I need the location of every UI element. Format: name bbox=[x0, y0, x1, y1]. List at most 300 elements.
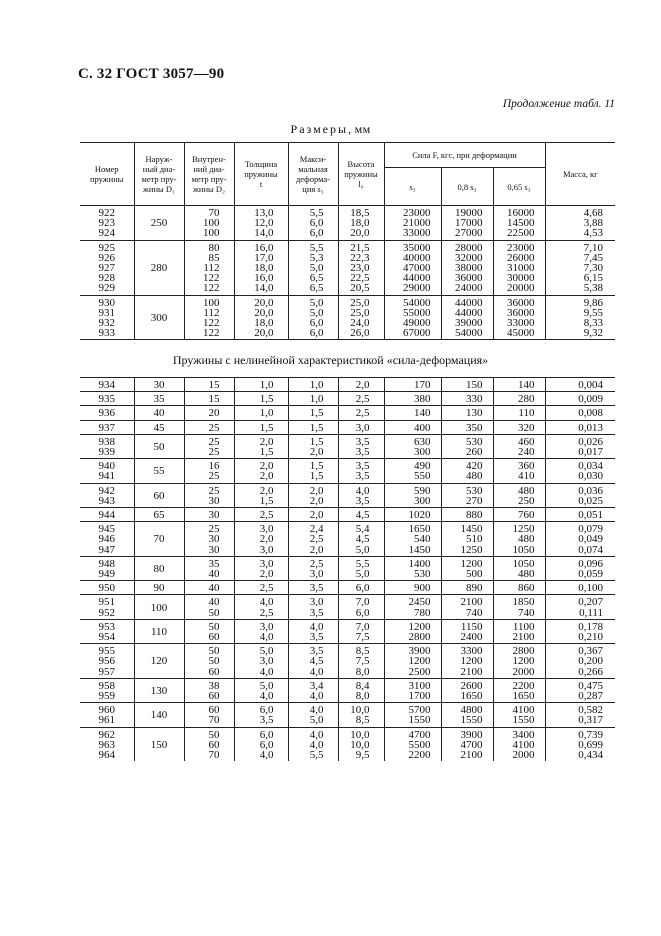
cell-mass bbox=[545, 727, 615, 761]
cell-value: 4,5 bbox=[309, 655, 324, 668]
cell-value: 0,100 bbox=[578, 582, 603, 595]
cell-outer-diameter: 30 bbox=[134, 378, 184, 392]
cell-outer-diameter: 280 bbox=[134, 240, 184, 295]
cell-value: 270 bbox=[466, 494, 483, 507]
cell-value: 939 bbox=[98, 446, 115, 459]
cell-value: 20000 bbox=[507, 282, 535, 295]
cell-outer-diameter: 55 bbox=[134, 459, 184, 483]
cell-mass bbox=[545, 595, 615, 619]
cell-value: 1,5 bbox=[259, 421, 274, 434]
cell-value: 0,739 bbox=[578, 728, 603, 741]
cell-value: 2600 bbox=[460, 679, 483, 692]
cell-force-s3 bbox=[384, 459, 441, 483]
cell-value: 1450 bbox=[408, 543, 431, 556]
cell-value: 2,5 bbox=[355, 407, 370, 420]
cell-outer-diameter: 250 bbox=[134, 206, 184, 241]
cell-value: 23000 bbox=[507, 241, 535, 254]
cell-value: 530 bbox=[466, 484, 483, 497]
cell-mass bbox=[545, 459, 615, 483]
cell-value: 8,4 bbox=[355, 679, 370, 692]
cell-force-s3 bbox=[384, 434, 441, 458]
cell-value: 951 bbox=[98, 596, 115, 609]
cell-value: 2,0 bbox=[309, 484, 324, 497]
cell-force-08s3 bbox=[441, 678, 493, 702]
col-force-065s3: 0,65 s₃ bbox=[493, 168, 545, 206]
cell-value: 40 bbox=[208, 582, 220, 595]
cell-force-065s3 bbox=[493, 581, 545, 595]
cell-force-08s3 bbox=[441, 595, 493, 619]
cell-mass bbox=[545, 295, 615, 339]
cell-value: 1200 bbox=[408, 655, 431, 668]
cell-value: 0,434 bbox=[578, 749, 603, 762]
cell-value: 55000 bbox=[403, 306, 431, 319]
cell-max-deformation bbox=[288, 459, 338, 483]
cell-outer-diameter: 45 bbox=[134, 420, 184, 434]
cell-value: 30 bbox=[208, 543, 220, 556]
cell-value: 240 bbox=[518, 446, 535, 459]
cell-value: 1150 bbox=[460, 620, 483, 633]
cell-thickness bbox=[234, 556, 288, 580]
cell-value: 29000 bbox=[403, 282, 431, 295]
cell-value: 60 bbox=[208, 704, 220, 717]
cell-value: 1550 bbox=[460, 714, 483, 727]
cell-value: 4,68 bbox=[583, 207, 604, 219]
cell-value: 1550 bbox=[408, 714, 431, 727]
cell-value: 4,0 bbox=[259, 631, 274, 644]
cell-value: 17000 bbox=[455, 217, 483, 230]
cell-number bbox=[80, 206, 134, 241]
cell-number bbox=[80, 378, 134, 392]
cell-thickness bbox=[234, 295, 288, 339]
cell-number bbox=[80, 240, 134, 295]
cell-value: 4,0 bbox=[309, 620, 324, 633]
cell-value: 0,317 bbox=[578, 714, 603, 727]
cell-value: 7,10 bbox=[583, 241, 604, 254]
cell-number bbox=[80, 295, 134, 339]
cell-value: 18,0 bbox=[254, 262, 274, 275]
cell-value: 10,0 bbox=[350, 728, 370, 741]
col-force-s3: s₃ bbox=[384, 168, 441, 206]
cell-max-deformation bbox=[288, 581, 338, 595]
cell-value: 23000 bbox=[403, 207, 431, 219]
cell-force-065s3 bbox=[493, 420, 545, 434]
cell-value: 36000 bbox=[507, 306, 535, 319]
cell-value: 150 bbox=[466, 379, 483, 391]
table-row bbox=[80, 556, 615, 580]
cell-value: 2,5 bbox=[259, 582, 274, 595]
cell-force-s3 bbox=[384, 392, 441, 406]
springs-table-main bbox=[80, 142, 615, 339]
cell-value: 760 bbox=[518, 509, 535, 522]
cell-max-deformation bbox=[288, 295, 338, 339]
cell-value: 2,0 bbox=[259, 484, 274, 497]
cell-value: 25 bbox=[208, 470, 220, 483]
cell-value: 300 bbox=[414, 494, 431, 507]
cell-value: 0,367 bbox=[578, 645, 603, 658]
cell-value: 4700 bbox=[460, 738, 483, 751]
cell-value: 110 bbox=[518, 407, 535, 420]
cell-force-065s3 bbox=[493, 240, 545, 295]
cell-value: 3,5 bbox=[259, 714, 274, 727]
cell-value: 3,0 bbox=[309, 568, 324, 581]
cell-force-s3 bbox=[384, 240, 441, 295]
cell-thickness bbox=[234, 678, 288, 702]
cell-force-08s3 bbox=[441, 581, 493, 595]
cell-value: 3,4 bbox=[309, 679, 324, 692]
cell-value: 122 bbox=[203, 282, 220, 295]
header-row-1 bbox=[80, 143, 615, 168]
table-row bbox=[80, 522, 615, 557]
table-row bbox=[80, 703, 615, 727]
cell-value: 3,5 bbox=[309, 606, 324, 619]
cell-mass bbox=[545, 522, 615, 557]
cell-outer-diameter: 40 bbox=[134, 406, 184, 420]
cell-force-065s3 bbox=[493, 556, 545, 580]
cell-value: 70 bbox=[208, 714, 220, 727]
cell-value: 0,207 bbox=[578, 596, 603, 609]
cell-value: 30000 bbox=[507, 272, 535, 285]
cell-force-s3 bbox=[384, 420, 441, 434]
cell-value: 2800 bbox=[408, 631, 431, 644]
cell-value: 3900 bbox=[408, 645, 431, 658]
cell-height bbox=[338, 295, 384, 339]
cell-force-08s3 bbox=[441, 420, 493, 434]
cell-value: 530 bbox=[466, 435, 483, 448]
cell-number bbox=[80, 459, 134, 483]
cell-value: 6,0 bbox=[259, 704, 274, 717]
table-row bbox=[80, 581, 615, 595]
cell-value: 54000 bbox=[403, 296, 431, 309]
cell-value: 0,210 bbox=[578, 631, 603, 644]
cell-value: 5,4 bbox=[355, 523, 370, 536]
springs-table-nonlinear bbox=[80, 377, 615, 761]
cell-max-deformation bbox=[288, 392, 338, 406]
cell-value: 926 bbox=[98, 251, 115, 264]
cell-thickness bbox=[234, 508, 288, 522]
cell-value: 937 bbox=[98, 421, 115, 434]
cell-value: 2000 bbox=[512, 749, 535, 762]
cell-value: 0,036 bbox=[578, 484, 603, 497]
cell-height bbox=[338, 392, 384, 406]
cell-force-065s3 bbox=[493, 595, 545, 619]
cell-value: 40 bbox=[208, 568, 220, 581]
cell-value: 9,55 bbox=[583, 306, 604, 319]
cell-value: 953 bbox=[98, 620, 115, 633]
cell-value: 1,0 bbox=[309, 393, 324, 406]
cell-value: 20,0 bbox=[254, 306, 274, 319]
cell-value: 929 bbox=[98, 282, 115, 295]
cell-value: 50 bbox=[208, 728, 220, 741]
cell-max-deformation bbox=[288, 434, 338, 458]
cell-value: 963 bbox=[98, 738, 115, 751]
cell-value: 964 bbox=[98, 749, 115, 762]
cell-number bbox=[80, 434, 134, 458]
cell-outer-diameter: 150 bbox=[134, 727, 184, 761]
cell-value: 2000 bbox=[512, 665, 535, 678]
cell-value: 900 bbox=[414, 582, 431, 595]
cell-value: 7,30 bbox=[583, 262, 604, 275]
cell-force-065s3 bbox=[493, 483, 545, 507]
cell-number bbox=[80, 678, 134, 702]
cell-value: 4,0 bbox=[259, 749, 274, 762]
cell-max-deformation bbox=[288, 522, 338, 557]
cell-outer-diameter: 60 bbox=[134, 483, 184, 507]
cell-outer-diameter: 80 bbox=[134, 556, 184, 580]
cell-value: 1550 bbox=[512, 714, 535, 727]
cell-value: 0,049 bbox=[578, 533, 603, 546]
cell-value: 480 bbox=[466, 470, 483, 483]
cell-value: 1,0 bbox=[309, 379, 324, 391]
cell-thickness bbox=[234, 434, 288, 458]
cell-value: 4,0 bbox=[309, 704, 324, 717]
cell-height bbox=[338, 508, 384, 522]
cell-height bbox=[338, 434, 384, 458]
cell-value: 3,5 bbox=[355, 494, 370, 507]
cell-value: 70 bbox=[208, 749, 220, 762]
cell-thickness bbox=[234, 483, 288, 507]
cell-value: 740 bbox=[466, 606, 483, 619]
cell-value: 510 bbox=[466, 533, 483, 546]
col-force-group: Сила F, кгс, при деформации bbox=[384, 143, 545, 168]
cell-value: 941 bbox=[98, 470, 115, 483]
cell-value: 10,0 bbox=[350, 738, 370, 751]
cell-value: 6,0 bbox=[355, 582, 370, 595]
cell-height bbox=[338, 406, 384, 420]
cell-value: 50 bbox=[208, 655, 220, 668]
cell-value: 260 bbox=[466, 446, 483, 459]
cell-value: 8,0 bbox=[355, 665, 370, 678]
cell-mass bbox=[545, 508, 615, 522]
cell-value: 0,034 bbox=[578, 460, 603, 473]
cell-height bbox=[338, 703, 384, 727]
cell-value: 24000 bbox=[455, 282, 483, 295]
cell-value: 1,5 bbox=[259, 393, 274, 406]
cell-thickness bbox=[234, 406, 288, 420]
cell-value: 2100 bbox=[460, 596, 483, 609]
cell-inner-diameter bbox=[184, 522, 234, 557]
cell-value: 948 bbox=[98, 557, 115, 570]
cell-height bbox=[338, 240, 384, 295]
cell-value: 44000 bbox=[455, 296, 483, 309]
cell-max-deformation bbox=[288, 556, 338, 580]
cell-force-08s3 bbox=[441, 392, 493, 406]
cell-value: 2,4 bbox=[309, 523, 324, 536]
cell-value: 35 bbox=[208, 557, 220, 570]
cell-value: 9,86 bbox=[583, 296, 604, 309]
cell-value: 954 bbox=[98, 631, 115, 644]
cell-value: 922 bbox=[98, 207, 115, 219]
cell-force-08s3 bbox=[441, 459, 493, 483]
cell-value: 860 bbox=[518, 582, 535, 595]
cell-force-08s3 bbox=[441, 434, 493, 458]
cell-value: 25 bbox=[208, 435, 220, 448]
cell-number bbox=[80, 581, 134, 595]
cell-value: 931 bbox=[98, 306, 115, 319]
cell-value: 330 bbox=[466, 393, 483, 406]
cell-value: 0,079 bbox=[578, 523, 603, 536]
cell-value: 13,0 bbox=[254, 207, 274, 219]
cell-max-deformation bbox=[288, 240, 338, 295]
cell-value: 2,0 bbox=[259, 533, 274, 546]
cell-force-065s3 bbox=[493, 522, 545, 557]
cell-value: 0,030 bbox=[578, 470, 603, 483]
cell-value: 936 bbox=[98, 407, 115, 420]
cell-value: 944 bbox=[98, 509, 115, 522]
table-main-bottom-rule bbox=[80, 339, 615, 340]
cell-value: 38 bbox=[208, 679, 220, 692]
cell-value: 540 bbox=[414, 533, 431, 546]
cell-height bbox=[338, 459, 384, 483]
cell-force-08s3 bbox=[441, 644, 493, 679]
cell-value: 15 bbox=[208, 379, 220, 391]
cell-value: 14,0 bbox=[254, 282, 274, 295]
cell-value: 60 bbox=[208, 665, 220, 678]
cell-value: 1,5 bbox=[309, 435, 324, 448]
cell-value: 2400 bbox=[460, 631, 483, 644]
cell-value: 32000 bbox=[455, 251, 483, 264]
cell-value: 3,0 bbox=[259, 557, 274, 570]
cell-value: 30 bbox=[208, 533, 220, 546]
cell-value: 5,0 bbox=[309, 714, 324, 727]
cell-value: 943 bbox=[98, 494, 115, 507]
cell-value: 140 bbox=[414, 407, 431, 420]
cell-value: 0,475 bbox=[578, 679, 603, 692]
table-row bbox=[80, 206, 615, 241]
cell-outer-diameter: 120 bbox=[134, 644, 184, 679]
cell-value: 0,178 bbox=[578, 620, 603, 633]
cell-value: 2200 bbox=[408, 749, 431, 762]
cell-number bbox=[80, 644, 134, 679]
cell-max-deformation bbox=[288, 678, 338, 702]
cell-height bbox=[338, 595, 384, 619]
col-thickness: Толщина пружины t bbox=[234, 143, 288, 206]
cell-force-065s3 bbox=[493, 508, 545, 522]
cell-value: 38000 bbox=[455, 262, 483, 275]
cell-value: 1450 bbox=[460, 523, 483, 536]
cell-mass bbox=[545, 420, 615, 434]
cell-thickness bbox=[234, 206, 288, 241]
cell-value: 480 bbox=[518, 484, 535, 497]
cell-height bbox=[338, 483, 384, 507]
cell-value: 5,5 bbox=[309, 749, 324, 762]
col-height: Высота пружины l₀ bbox=[338, 143, 384, 206]
cell-value: 1,5 bbox=[309, 470, 324, 483]
cell-value: 2100 bbox=[512, 631, 535, 644]
cell-thickness bbox=[234, 522, 288, 557]
cell-value: 5,0 bbox=[259, 679, 274, 692]
cell-height bbox=[338, 556, 384, 580]
cell-value: 20,0 bbox=[254, 296, 274, 309]
table-row bbox=[80, 240, 615, 295]
cell-value: 54000 bbox=[455, 327, 483, 340]
cell-value: 170 bbox=[414, 379, 431, 391]
cell-inner-diameter bbox=[184, 434, 234, 458]
cell-mass bbox=[545, 378, 615, 392]
cell-value: 1200 bbox=[460, 557, 483, 570]
cell-value: 112 bbox=[203, 262, 220, 275]
cell-value: 21,5 bbox=[350, 241, 370, 254]
cell-force-08s3 bbox=[441, 483, 493, 507]
cell-max-deformation bbox=[288, 483, 338, 507]
cell-value: 6,15 bbox=[583, 272, 604, 285]
cell-value: 49000 bbox=[403, 317, 431, 330]
cell-value: 5,5 bbox=[309, 241, 324, 254]
cell-height bbox=[338, 619, 384, 643]
cell-value: 4700 bbox=[408, 728, 431, 741]
cell-value: 100 bbox=[203, 217, 220, 230]
cell-value: 2500 bbox=[408, 665, 431, 678]
cell-height bbox=[338, 644, 384, 679]
cell-value: 958 bbox=[98, 679, 115, 692]
cell-inner-diameter bbox=[184, 378, 234, 392]
cell-inner-diameter bbox=[184, 727, 234, 761]
cell-value: 6,0 bbox=[309, 317, 324, 330]
cell-value: 5,0 bbox=[355, 543, 370, 556]
cell-value: 5,0 bbox=[309, 306, 324, 319]
cell-force-065s3 bbox=[493, 378, 545, 392]
cell-force-065s3 bbox=[493, 434, 545, 458]
cell-outer-diameter: 110 bbox=[134, 619, 184, 643]
cell-value: 0,582 bbox=[578, 704, 603, 717]
table-row bbox=[80, 378, 615, 392]
cell-force-s3 bbox=[384, 595, 441, 619]
cell-value: 4,0 bbox=[259, 690, 274, 703]
cell-value: 1,5 bbox=[309, 421, 324, 434]
cell-value: 21000 bbox=[403, 217, 431, 230]
cell-mass bbox=[545, 483, 615, 507]
cell-number bbox=[80, 406, 134, 420]
cell-value: 5,38 bbox=[583, 282, 604, 295]
cell-force-s3 bbox=[384, 678, 441, 702]
cell-value: 2,0 bbox=[309, 494, 324, 507]
cell-value: 7,0 bbox=[355, 620, 370, 633]
cell-value: 5,0 bbox=[309, 262, 324, 275]
cell-value: 940 bbox=[98, 460, 115, 473]
cell-value: 2,0 bbox=[309, 446, 324, 459]
cell-value: 2,0 bbox=[259, 435, 274, 448]
cell-max-deformation bbox=[288, 508, 338, 522]
springs-table-nonlinear-body bbox=[80, 378, 615, 762]
cell-inner-diameter bbox=[184, 644, 234, 679]
cell-value: 25 bbox=[208, 446, 220, 459]
cell-value: 3,5 bbox=[355, 460, 370, 473]
cell-mass bbox=[545, 644, 615, 679]
cell-value: 4,0 bbox=[309, 665, 324, 678]
cell-value: 938 bbox=[98, 435, 115, 448]
cell-value: 300 bbox=[414, 446, 431, 459]
cell-thickness bbox=[234, 420, 288, 434]
cell-value: 0,266 bbox=[578, 665, 603, 678]
cell-outer-diameter: 130 bbox=[134, 678, 184, 702]
cell-value: 100 bbox=[203, 227, 220, 240]
cell-thickness bbox=[234, 392, 288, 406]
cell-outer-diameter: 300 bbox=[134, 295, 184, 339]
cell-thickness bbox=[234, 378, 288, 392]
cell-value: 45000 bbox=[507, 327, 535, 340]
cell-value: 17,0 bbox=[254, 251, 274, 264]
cell-value: 942 bbox=[98, 484, 115, 497]
cell-value: 1250 bbox=[460, 543, 483, 556]
cell-max-deformation bbox=[288, 420, 338, 434]
cell-value: 40 bbox=[208, 596, 220, 609]
cell-force-065s3 bbox=[493, 406, 545, 420]
cell-value: 23,0 bbox=[350, 262, 370, 275]
cell-mass bbox=[545, 619, 615, 643]
cell-inner-diameter bbox=[184, 595, 234, 619]
nonlinear-springs-caption: Пружины с нелинейной характеристикой «сила-деформация» bbox=[172, 353, 489, 367]
cell-value: 122 bbox=[203, 327, 220, 340]
cell-value: 4100 bbox=[512, 704, 535, 717]
